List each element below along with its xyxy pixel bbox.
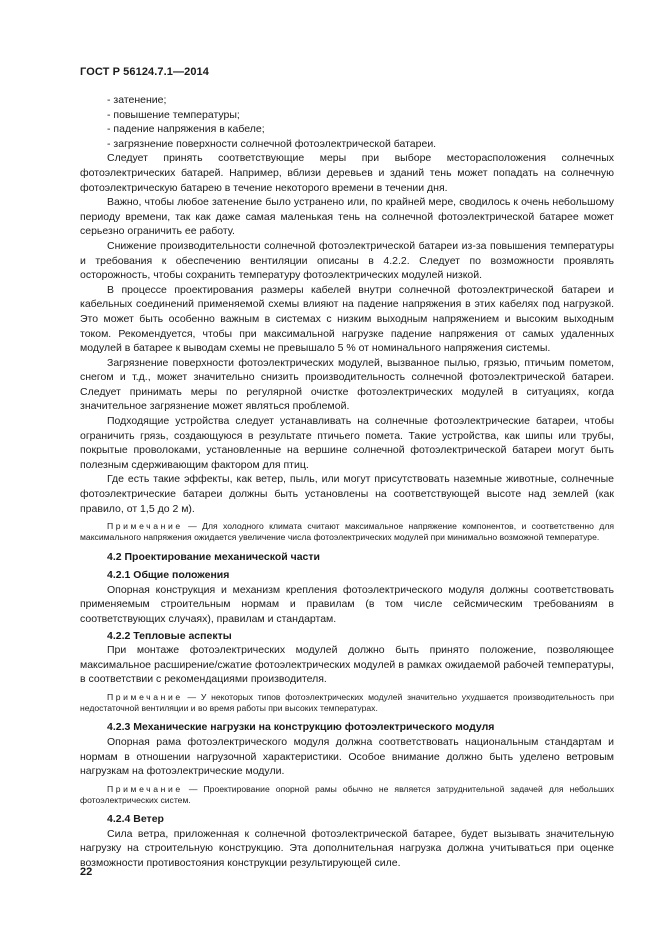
subsection-heading: 4.2.4 Ветер xyxy=(107,813,164,826)
paragraph: Опорная конструкция и механизм крепления фотоэлектрического модуля должны соответствовать применяемым строительным нормам и правилам (в том числе сейсмическим требованиям в соответствующих случаях), правилам и стандартам. xyxy=(80,583,614,625)
paragraph: Следует принять соответствующие меры при выборе месторасположения солнечных фотоэлектрических батарей. Например, вблизи деревьев и зданий тень может попадать на солнечную фотоэлектрическую батарею в течение некоторого времени в течении дня. xyxy=(80,152,614,194)
subsection-heading: 4.2.1 Общие положения xyxy=(107,569,230,582)
paragraph: Подходящие устройства следует устанавливать на солнечные фотоэлектрические батареи, чтобы ограничить грязь, создающуюся в результате птичьего помета. Такие устройства, как шипы или трубы, покрытые проволоками, установленные на вершине солнечной фотоэлектрической батареи могут быть полезным сдерживающим фактором для птиц. xyxy=(80,415,614,471)
list-item: - повышение температуры; xyxy=(107,108,240,121)
note-dash: — xyxy=(182,783,204,794)
subsection-heading: 4.2.3 Механические нагрузки на конструкцию фотоэлектрического модуля xyxy=(107,721,495,734)
subsection-heading: 4.2.2 Тепловые аспекты xyxy=(107,629,232,642)
note xyxy=(80,692,614,714)
note-label: Примечание xyxy=(107,521,183,532)
paragraph: Опорная рама фотоэлектрического модуля должна соответствовать национальным стандартам и нормам в отношении нагрузочной характеристики. Особое внимание должно быть уделено ветровым нагрузкам на фотоэлектрические модули. xyxy=(80,735,614,778)
paragraph: Снижение производительности солнечной фотоэлектрической батареи из-за повышения температуры и требования к обеспечению вентиляции описаны в 4.2.2. Следует по возможности проявлять осторожность, чтобы сохранить температуру фотоэлектрических модулей низкой. xyxy=(80,239,614,282)
page-number: 22 xyxy=(80,866,93,878)
note xyxy=(80,521,614,543)
note-dash: — xyxy=(182,691,201,702)
document-header: ГОСТ Р 56124.7.1—2014 xyxy=(80,66,209,78)
note-text: У некоторых типов фотоэлектрических модулей значительно ухудшается производительность при недостаточной вентиляции и во время работы при высоких температурах. xyxy=(80,691,615,714)
note xyxy=(80,784,614,806)
paragraph: При монтаже фотоэлектрических модулей должно быть принято положение, позволяющее максимальное расширение/сжатие фотоэлектрических модулей в рамках ожидаемой рабочей температуры, в соответствии с рекомендациями производителя. xyxy=(80,644,614,686)
document-body xyxy=(80,93,614,871)
note-text: Проектирование опорной рамы обычно не является затруднительной задачей для небольших фотоэлектрических систем. xyxy=(80,783,615,805)
list-item: - затенение; xyxy=(107,94,167,106)
paragraph: Где есть такие эффекты, как ветер, пыль, или могут присутствовать наземные животные, солнечные фотоэлектрические батареи должны быть установлены на соответствующей высоте над землей (как правило, от 1,5 до 2 м). xyxy=(80,473,614,515)
list-item: - загрязнение поверхности солнечной фотоэлектрической батареи. xyxy=(107,137,437,150)
section-heading: 4.2 Проектирование механической части xyxy=(107,550,320,563)
paragraph: В процессе проектирования размеры кабелей внутри солнечной фотоэлектрической батареи и кабельных соединений применяемой схемы влияют на падение напряжения в этих кабелях под нагрузкой. Это может быть особенно важным в системах с низким выходным напряжением и высоким выходным током. Рекомендуется, чтобы при максимальной нагрузке падение напряжения от самых удаленных модулей в батарее к выводам схемы не превышало 5 % от номинального напряжения системы. xyxy=(80,283,614,355)
paragraph: Важно, чтобы любое затенение было устранено или, по крайней мере, сводилось к очень небольшому периоду времени, так как даже самая маленькая тень на солнечной фотоэлектрической батарее может серьезно ограничить ее работу. xyxy=(80,196,614,238)
note-label: Примечание xyxy=(107,691,183,702)
paragraph: Загрязнение поверхности фотоэлектрических модулей, вызванное пылью, грязью, птичьим пометом, снегом и т.д., может значительно снизить производительность солнечной фотоэлектрической батареи. Следует принимать меры по регулярной очистке фотоэлектрических модулей в ситуациях, когда значительное загрязнение может являться проблемой. xyxy=(80,356,614,413)
paragraph: Сила ветра, приложенная к солнечной фотоэлектрической батарее, будет вызывать значительную нагрузку на строительную конструкцию. Эта дополнительная нагрузка должна учитываться при оценке возможности противостояния конструкции результирующей силе. xyxy=(80,827,614,869)
note-text: Для холодного климата считают максимальное напряжение компонентов, и соответственно для максимального напряжения ожидается увеличение числа фотоэлектрических модулей при минимально возможной температуре. xyxy=(80,521,614,543)
note-label: Примечание xyxy=(107,783,183,794)
note-dash: — xyxy=(182,521,203,532)
list-item: - падение напряжения в кабеле; xyxy=(107,123,265,136)
